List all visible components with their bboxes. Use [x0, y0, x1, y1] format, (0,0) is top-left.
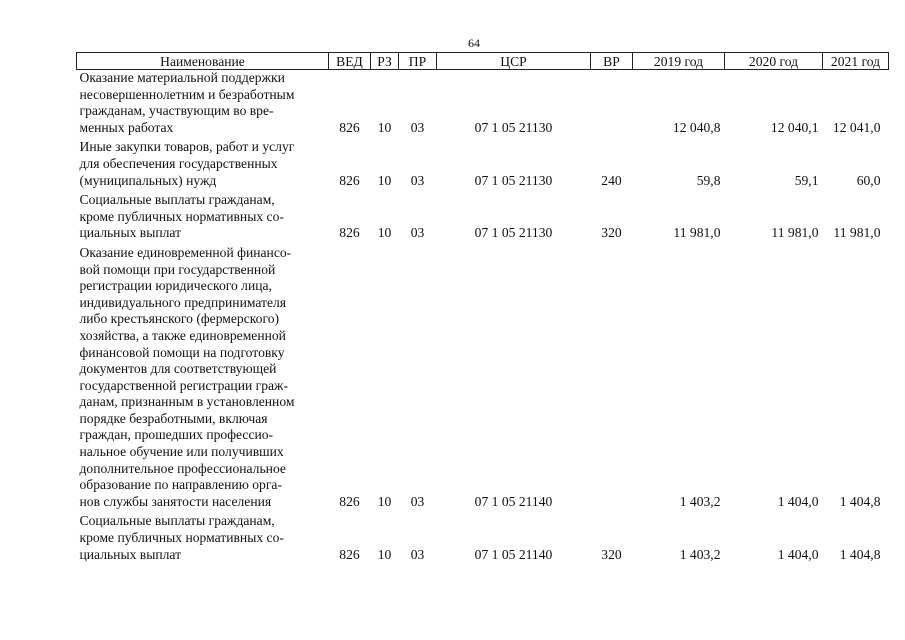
table-body: [77, 70, 889, 567]
cell-2020: 1 404,0: [777, 493, 819, 509]
cell-ved: 826: [339, 546, 360, 562]
name-line: порядке безработными, включая: [79, 410, 268, 426]
cell-csr: 07 1 05 21130: [474, 172, 553, 188]
cell-ved: 826: [339, 493, 360, 509]
cell-csr: 07 1 05 21130: [474, 119, 553, 135]
name-line: либо крестьянского (фермерского): [79, 311, 280, 327]
header-csr: ЦСР: [437, 53, 591, 70]
table-row: [77, 245, 889, 514]
cell-csr: 07 1 05 21130: [474, 225, 553, 241]
name-line: циальных выплат: [79, 546, 182, 562]
cell-2021: 1 404,8: [839, 546, 881, 562]
cell-rz: 10: [377, 225, 392, 241]
cell-csr: 07 1 05 21140: [474, 493, 553, 509]
cell-vr: 320: [601, 225, 622, 241]
header-2020: 2020 год: [725, 53, 823, 70]
cell-vr: 240: [601, 172, 622, 188]
cell-pr: 03: [410, 119, 425, 135]
cell-pr: 03: [410, 493, 425, 509]
name-line: дополнительное профессиональное: [79, 460, 286, 476]
table-row: [77, 513, 889, 566]
header-pr: ПР: [399, 53, 437, 70]
header-rz: РЗ: [371, 53, 399, 70]
cell-vr: [591, 70, 633, 140]
cell-2021: 12 041,0: [832, 119, 881, 135]
cell-rz: 10: [377, 546, 392, 562]
table-row: [77, 70, 889, 140]
name-line: государственной регистрации граж-: [79, 377, 288, 393]
name-line: Оказание единовременной финансо-: [79, 244, 292, 260]
name-line: данам, признанным в установленном: [79, 394, 295, 410]
header-ved: ВЕД: [329, 53, 371, 70]
name-line: регистрации юридического лица,: [79, 278, 272, 294]
cell-rz: 10: [377, 493, 392, 509]
cell-vr: 320: [601, 546, 622, 562]
cell-2019: 1 403,2: [679, 493, 721, 509]
cell-vr: [591, 245, 633, 514]
name-line: несовершеннолетним и безработным: [79, 86, 295, 102]
header-row: [77, 53, 889, 70]
cell-pr: 03: [410, 546, 425, 562]
name-line: менных работах: [79, 119, 174, 135]
cell-2019: 12 040,8: [672, 119, 721, 135]
name-line: циальных выплат: [79, 225, 182, 241]
cell-ved: 826: [339, 172, 360, 188]
name-line: (муниципальных) нужд: [79, 172, 217, 188]
name-line: нов службы занятости населения: [79, 493, 272, 509]
cell-2019: 11 981,0: [673, 225, 721, 241]
name-line: граждан, прошедших профессио-: [79, 427, 274, 443]
table-header: [77, 53, 889, 70]
cell-name: [77, 513, 329, 566]
name-line: Оказание материальной поддержки: [79, 70, 285, 85]
cell-2019: 1 403,2: [679, 546, 721, 562]
cell-pr: 03: [410, 225, 425, 241]
cell-name: [77, 245, 329, 514]
page-number: 64: [468, 36, 480, 50]
cell-csr: 07 1 05 21140: [474, 546, 553, 562]
name-line: документов для соответствующей: [79, 361, 277, 377]
name-line: Социальные выплаты гражданам,: [79, 513, 275, 529]
cell-name: [77, 139, 329, 192]
cell-name: [77, 70, 329, 140]
cell-name: [77, 192, 329, 245]
name-line: Социальные выплаты гражданам,: [79, 192, 275, 208]
cell-2021: 11 981,0: [833, 225, 881, 241]
name-line: вой помощи при государственной: [79, 261, 276, 277]
header-2021: 2021 год: [823, 53, 889, 70]
header-vr: ВР: [591, 53, 633, 70]
budget-table: [76, 52, 889, 566]
cell-2020: 1 404,0: [777, 546, 819, 562]
header-name: Наименование: [77, 53, 329, 70]
name-line: кроме публичных нормативных со-: [79, 530, 284, 546]
name-line: нальное обучение или получивших: [79, 444, 284, 460]
cell-ved: 826: [339, 119, 360, 135]
header-2019: 2019 год: [633, 53, 725, 70]
cell-rz: 10: [377, 172, 392, 188]
name-line: хозяйства, а также единовременной: [79, 327, 286, 343]
name-line: образование по направлению орга-: [79, 477, 282, 493]
name-line: кроме публичных нормативных со-: [79, 208, 284, 224]
table-row: [77, 139, 889, 192]
cell-2019: 59,8: [696, 172, 721, 188]
cell-2020: 59,1: [794, 172, 819, 188]
name-line: Иные закупки товаров, работ и услуг: [79, 139, 295, 155]
cell-rz: 10: [377, 119, 392, 135]
cell-2021: 60,0: [856, 172, 881, 188]
cell-ved: 826: [339, 225, 360, 241]
name-line: гражданам, участвующим во вре-: [79, 103, 274, 119]
cell-2021: 1 404,8: [839, 493, 881, 509]
table-row: [77, 192, 889, 245]
cell-pr: 03: [410, 172, 425, 188]
cell-2020: 11 981,0: [771, 225, 819, 241]
cell-2020: 12 040,1: [770, 119, 819, 135]
name-line: для обеспечения государственных: [79, 155, 278, 171]
name-line: индивидуального предпринимателя: [79, 294, 287, 310]
name-line: финансовой помощи на подготовку: [79, 344, 285, 360]
